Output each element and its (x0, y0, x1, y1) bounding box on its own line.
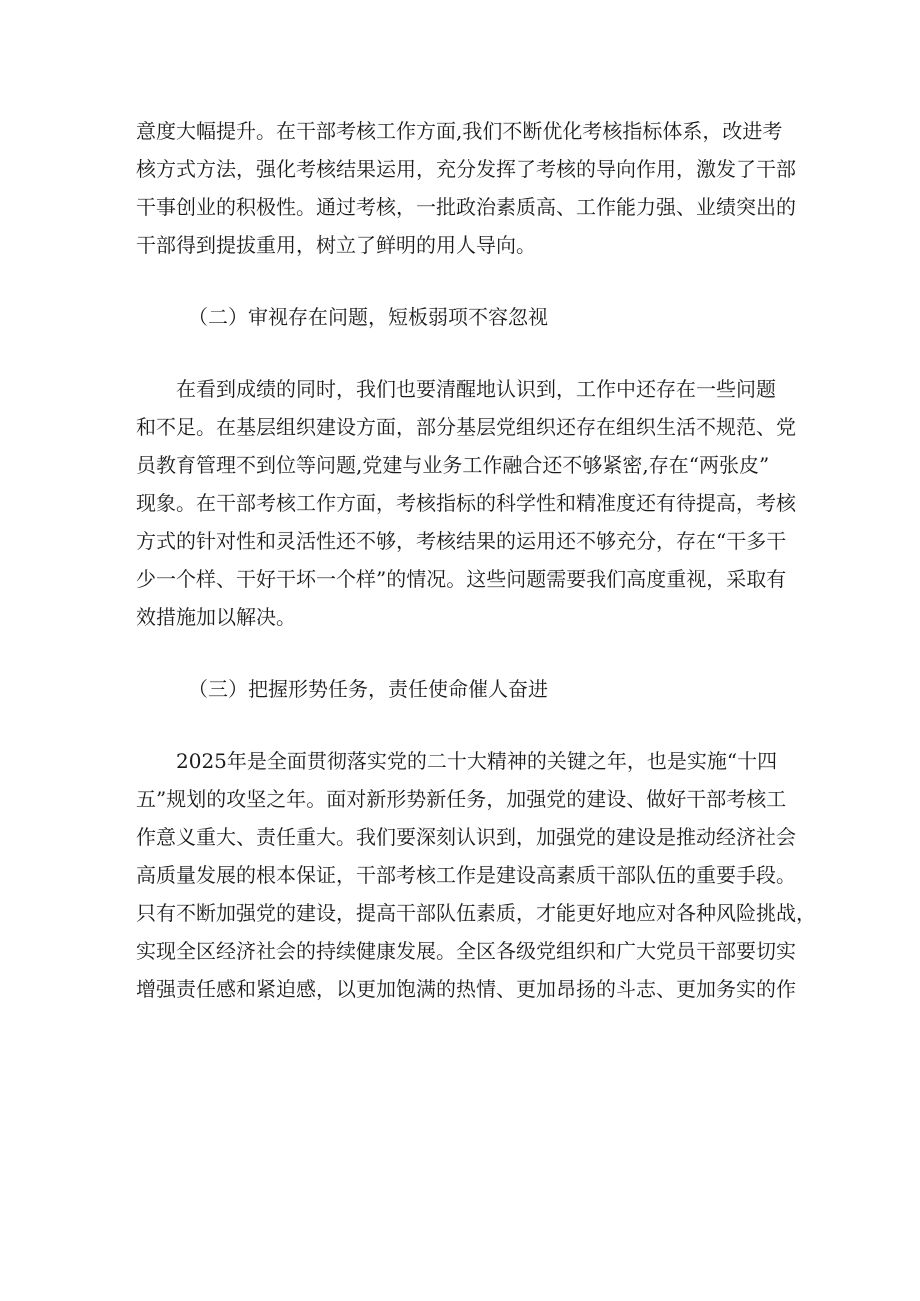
paragraph-2-line: 现象。在干部考核工作方面，考核指标的科学性和精准度还有待提高，考核 (136, 491, 796, 515)
paragraph-3-line: 只有不断加强党的建设，提高干部队伍素质，才能更好地应对各种风险挑战， (136, 901, 816, 925)
paragraph-2 (136, 370, 796, 636)
paragraph-3-line: 五”规划的攻坚之年。面对新形势新任务，加强党的建设、做好干部考核工 (136, 787, 787, 811)
paragraph-3-line: 实现全区经济社会的持续健康发展。全区各级党组织和广大党员干部要切实 (136, 939, 796, 963)
paragraph-3-line: 作意义重大、责任重大。我们要深刻认识到，加强党的建设是推动经济社会 (136, 825, 796, 849)
paragraph-2-line: 在看到成绩的同时，我们也要清醒地认识到，工作中还存在一些问题 (176, 377, 776, 401)
paragraph-2-line: 少一个样、干好干坏一个样”的情况。这些问题需要我们高度重视，采取有 (136, 567, 787, 591)
paragraph-2-line: 和不足。在基层组织建设方面，部分基层党组织还存在组织生活不规范、党 (136, 415, 796, 439)
paragraph-3-line: 高质量发展的根本保证，干部考核工作是建设高素质干部队伍的重要手段。 (136, 863, 796, 887)
paragraph-2-line: 效措施加以解决。 (136, 605, 296, 629)
paragraph-1-line: 干部得到提拔重用，树立了鲜明的用人导向。 (136, 233, 536, 257)
document-page (136, 112, 816, 1008)
paragraph-1-line: 核方式方法，强化考核结果运用，充分发挥了考核的导向作用，激发了干部 (136, 157, 796, 181)
section-heading-2: （二）审视存在问题，短板弱项不容忽视 (188, 305, 548, 329)
paragraph-3 (136, 742, 816, 1008)
paragraph-1 (136, 112, 796, 264)
section-heading-3: （三）把握形势任务，责任使命催人奋进 (188, 677, 548, 701)
paragraph-3-line: 2025年是全面贯彻落实党的二十大精神的关键之年，也是实施“十四 (176, 749, 778, 773)
paragraph-2-line: 员教育管理不到位等问题,党建与业务工作融合还不够紧密,存在“两张皮” (136, 453, 770, 477)
paragraph-1-line: 意度大幅提升。在干部考核工作方面,我们不断优化考核指标体系，改进考 (136, 119, 783, 143)
paragraph-3-line: 增强责任感和紧迫感，以更加饱满的热情、更加昂扬的斗志、更加务实的作 (136, 977, 796, 1001)
paragraph-2-line: 方式的针对性和灵活性还不够，考核结果的运用还不够充分，存在“干多干 (136, 529, 787, 553)
paragraph-1-line: 干事创业的积极性。通过考核，一批政治素质高、工作能力强、业绩突出的 (136, 195, 796, 219)
